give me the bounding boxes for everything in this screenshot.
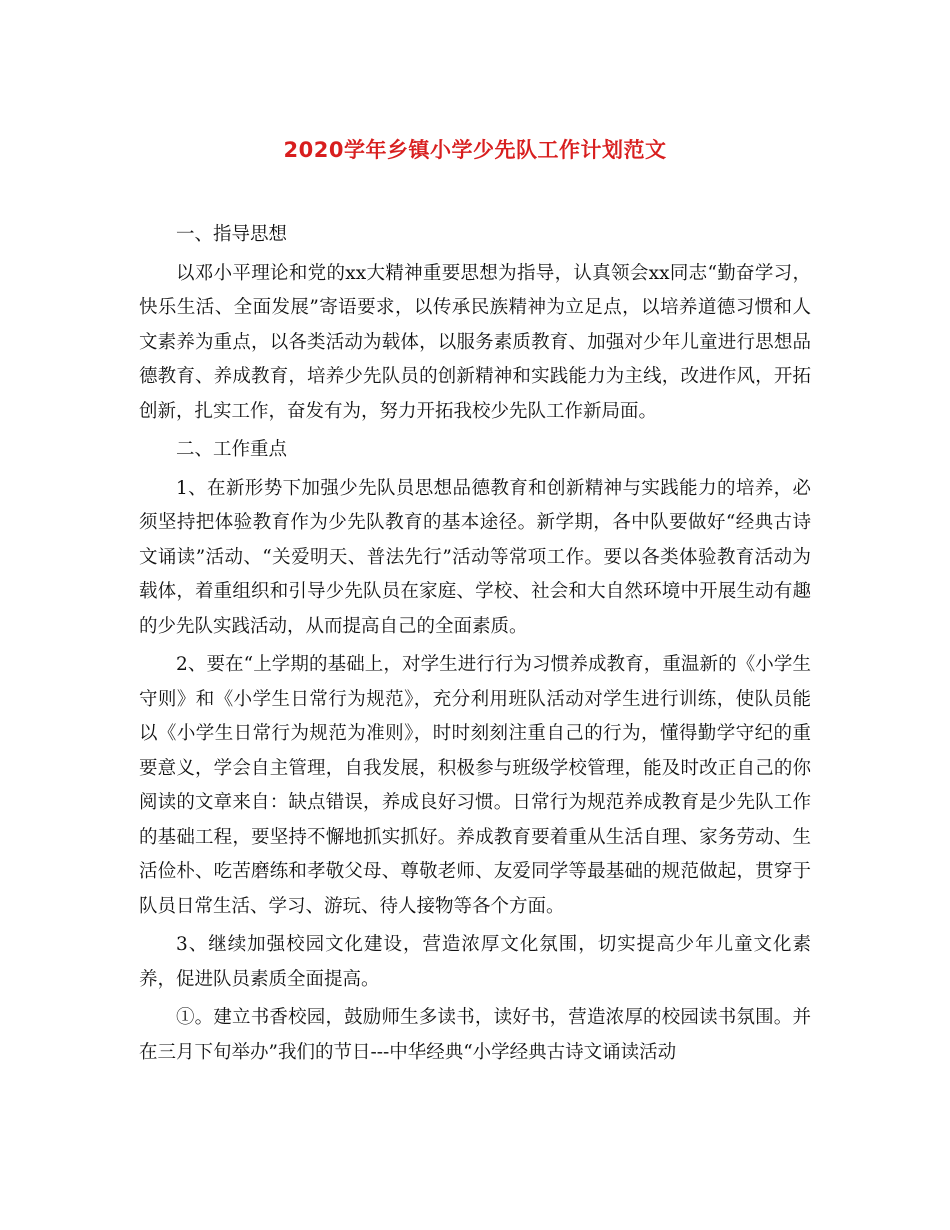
document-title: 2020学年乡镇小学少先队工作计划范文	[283, 138, 667, 162]
section-heading-work-focus: 二、工作重点	[176, 439, 288, 460]
paragraph-item-2: 2、要在“上学期的基础上，对学生进行行为习惯养成教育，重温新的《小学生守则》和《小学生日常行为规范》，充分利用班队活动对学生进行训练，使队员能以《小学生日常行为规范为准则》，时时刻刻注重自己的行为，懂得勤学守纪的重要意义，学会自主管理，自我发展，积极参与班级学校管理，能及时改正自己的你阅读的文章来自：缺点错误，养成良好习惯。日常行为规范养成教育是少先队工作的基础工程，要坚持不懈地抓实抓好。养成教育要着重从生活自理、家务劳动、生活俭朴、吃苦磨练和孝敬父母、尊敬老师、友爱同学等最基础的规范做起，贯穿于队员日常生活、学习、游玩、待人接物等各个方面。	[139, 654, 811, 917]
paragraph-item-1: 1、在新形势下加强少先队员思想品德教育和创新精神与实践能力的培养，必须坚持把体验教育作为少先队教育的基本途径。新学期，各中队要做好“经典古诗文诵读”活动、“关爱明天、普法先行”活动等常项工作。要以各类体验教育活动为载体，着重组织和引导少先队员在家庭、学校、社会和大自然环境中开展生动有趣的少先队实践活动，从而提高自己的全面素质。	[139, 477, 811, 637]
paragraph-item-3: 3、继续加强校园文化建设，营造浓厚文化氛围，切实提高少年儿童文化素养，促进队员素质全面提高。	[139, 934, 811, 990]
paragraph-guiding-ideology: 以邓小平理论和党的xx大精神重要思想为指导，认真领会xx同志“勤奋学习，快乐生活、全面发展”寄语要求，以传承民族精神为立足点，以培养道德习惯和人文素养为重点，以各类活动为载体，以服务素质教育、加强对少年儿童进行思想品德教育、养成教育，培养少先队员的创新精神和实践能力为主线，改进作风，开拓创新，扎实工作，奋发有为，努力开拓我校少先队工作新局面。	[139, 262, 811, 422]
document-body	[139, 218, 811, 1074]
paragraph-subitem-1: ①。建立书香校园，鼓励师生多读书，读好书，营造浓厚的校园读书氛围。并在三月下旬举办”我们的节日---中华经典“小学经典古诗文诵读活动	[139, 1007, 811, 1063]
section-heading-guiding-ideology: 一、指导思想	[176, 224, 288, 245]
